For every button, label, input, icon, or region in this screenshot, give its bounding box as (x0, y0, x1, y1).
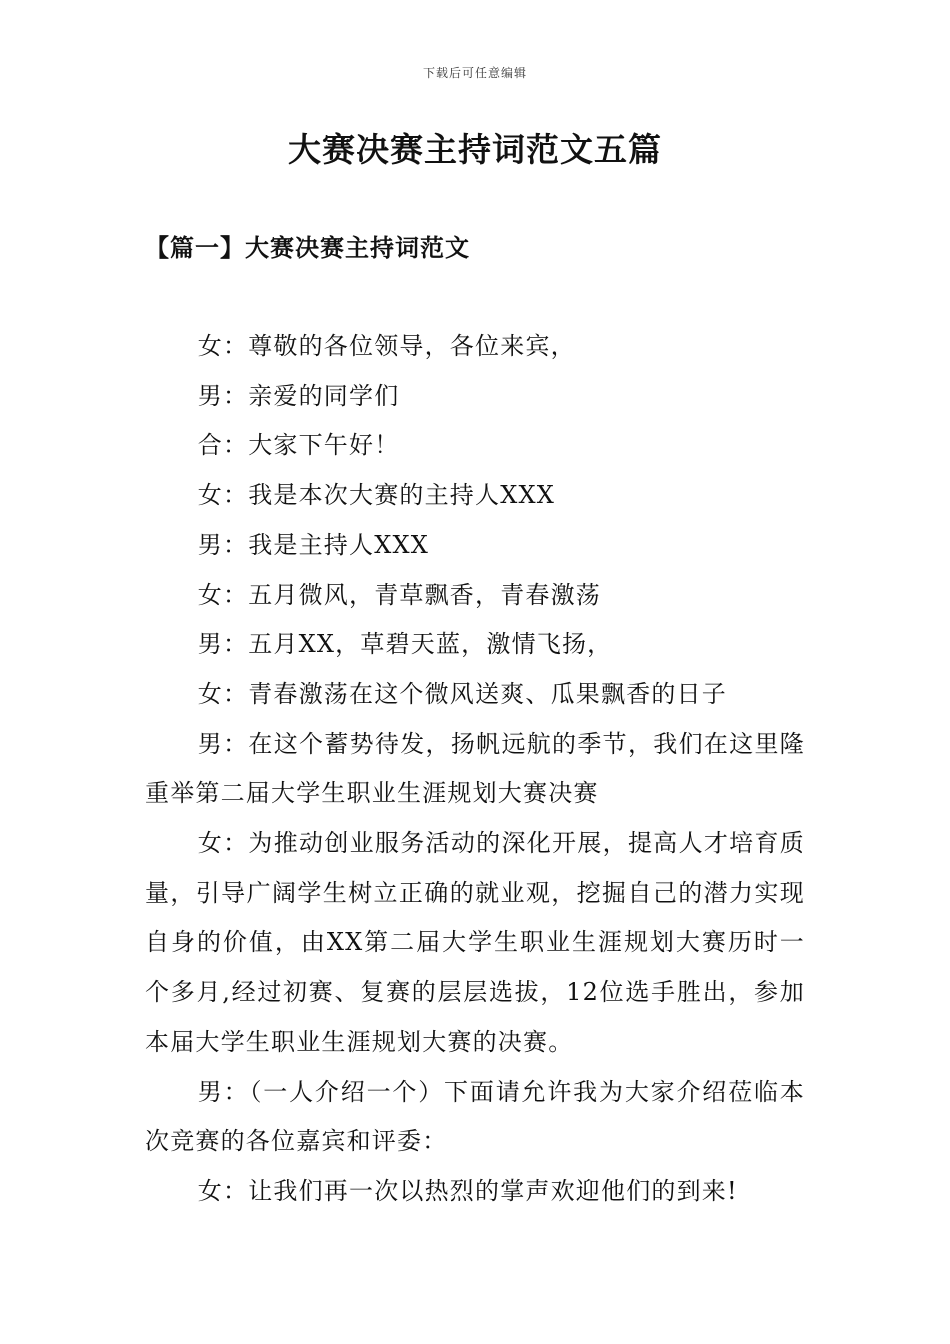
paragraph: 女：青春激荡在这个微风送爽、瓜果飘香的日子 (197, 679, 727, 708)
section-heading: 【篇一】大赛决赛主持词范文 (145, 233, 470, 262)
paragraph: 男：（一人介绍一个）下面请允许我为大家介绍莅临本次竞赛的各位嘉宾和评委： (145, 1077, 805, 1156)
paragraph: 男：我是主持人XXX (197, 530, 430, 559)
paragraph: 男：在这个蓄势待发，扬帆远航的季节，我们在这里隆重举第二届大学生职业生涯规划大赛决赛 (145, 729, 805, 808)
paragraph: 合：大家下午好！ (197, 431, 400, 460)
paragraph: 女：为推动创业服务活动的深化开展，提高人才培育质量，引导广阔学生树立正确的就业观，挖掘自己的潜力实现自身的价值，由XX第二届大学生职业生涯规划大赛历时一个多月,经过初赛、复赛的层层选拔，12位选手胜出，参加本届大学生职业生涯规划大赛的决赛。 (145, 829, 805, 1056)
paragraph: 男：五月XX，草碧天蓝，激情飞扬， (197, 630, 613, 659)
document-title: 大赛决赛主持词范文五篇 (288, 130, 662, 169)
paragraph: 女：五月微风，青草飘香，青春激荡 (197, 580, 601, 609)
paragraph: 男：亲爱的同学们 (197, 381, 400, 410)
paragraph: 女：让我们再一次以热烈的掌声欢迎他们的到来! (197, 1176, 738, 1205)
page-header-note: 下载后可任意编辑 (422, 66, 527, 80)
paragraph: 女：尊敬的各位领导，各位来宾， (197, 332, 576, 360)
paragraph: 女：我是本次大赛的主持人XXX (197, 481, 556, 510)
document-body (145, 322, 805, 1217)
